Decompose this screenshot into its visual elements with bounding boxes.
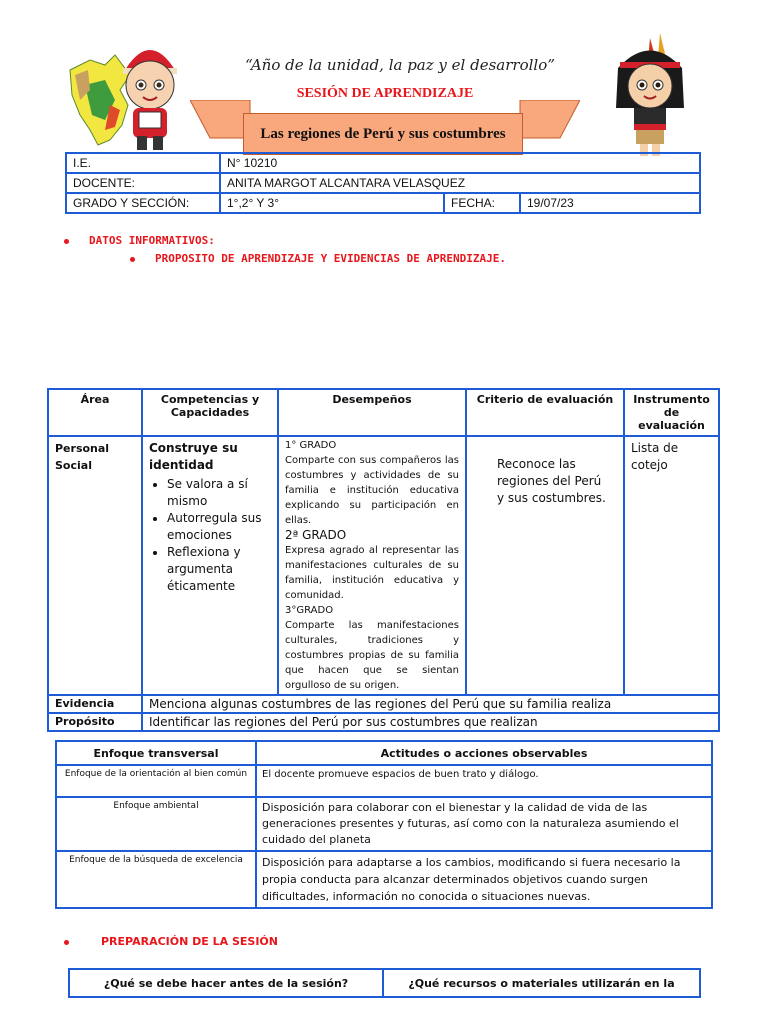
accion-cell: Disposición para adaptarse a los cambios, modificando si fuera necesario la propia conducta para alcanzar determinados objetivos cuando surgen dificultades, información no conocida o situaciones nuevas. xyxy=(256,851,712,908)
antes-header: ¿Qué se debe hacer antes de la sesión? xyxy=(69,969,383,997)
instrumento-cell xyxy=(624,436,719,695)
session-title-banner: Las regiones de Perú y sus costumbres xyxy=(243,113,523,155)
recursos-header: ¿Qué recursos o materiales utilizarán en la xyxy=(383,969,700,997)
docente-value: ANITA MARGOT ALCANTARA VELASQUEZ xyxy=(220,173,700,193)
ie-label: I.E. xyxy=(66,153,220,173)
bullet-dot xyxy=(130,257,135,262)
grado-value: 1°,2° Y 3° xyxy=(220,193,444,213)
proposito-heading xyxy=(130,252,506,265)
evidencia-label: Evidencia xyxy=(48,695,142,713)
proposito-value: Identificar las regiones del Perú por sus costumbres que realizan xyxy=(142,713,719,731)
header-criterio: Criterio de evaluación xyxy=(466,389,624,436)
preparation-table xyxy=(68,968,701,998)
amazon-girl-illustration xyxy=(600,28,700,158)
grado1-text: Comparte con sus compañeros las costumbres y actividades de su familia e institución educativa explicando su participación en ellas. xyxy=(285,455,459,526)
area-cell: Personal Social xyxy=(48,436,142,695)
enfoque-cell: Enfoque ambiental xyxy=(56,797,256,851)
enfoques-table xyxy=(55,740,713,909)
header-competencias: Competencias y Capacidades xyxy=(142,389,278,436)
accion-cell: El docente promueve espacios de buen trato y diálogo. xyxy=(256,765,712,797)
proposito-label: Propósito xyxy=(48,713,142,731)
header-instrumento: Instrumento de evaluación xyxy=(624,389,719,436)
list-item: • Reflexiona y argumenta éticamente xyxy=(167,544,271,595)
accion-cell: Disposición para colaborar con el bienestar y la calidad de vida de las generaciones presentes y futuras, así como con la naturaleza asumiendo el cuidado del planeta xyxy=(256,797,712,851)
learning-table xyxy=(47,388,720,732)
competencias-cell xyxy=(142,436,278,695)
header-area: Área xyxy=(48,389,142,436)
grado-label: GRADO Y SECCIÓN: xyxy=(66,193,220,213)
datos-heading xyxy=(64,234,215,247)
capacidades-list xyxy=(149,476,271,595)
acciones-header: Actitudes o acciones observables xyxy=(256,741,712,765)
criterio-text: Reconoce las regiones del Perú y sus costumbres. xyxy=(497,457,606,505)
instrumento-text: Lista de cotejo xyxy=(631,441,679,472)
grado3-label: 3°GRADO xyxy=(285,605,334,616)
header-desempenos: Desempeños xyxy=(278,389,466,436)
bullet-dot xyxy=(64,940,69,945)
grado3-text: Comparte las manifestaciones culturales, tradiciones y costumbres propias de su familia que hacen que se sientan orgulloso de su origen. xyxy=(285,620,459,691)
preparacion-text: PREPARACIÓN DE LA SESIÓN xyxy=(101,935,278,948)
session-label: SESIÓN DE APRENDIZAJE xyxy=(296,86,474,101)
ie-value: N° 10210 xyxy=(220,153,700,173)
datos-text: DATOS INFORMATIVOS: xyxy=(89,234,215,247)
criterio-cell xyxy=(466,436,624,695)
list-item: • Se valora a sí mismo xyxy=(167,476,271,510)
grado1-label: 1° GRADO xyxy=(285,440,337,451)
enfoque-cell: Enfoque de la orientación al bien común xyxy=(56,765,256,797)
info-table xyxy=(65,152,701,214)
year-motto: “Año de la unidad, la paz y el desarrollo” xyxy=(245,56,555,74)
enfoque-header: Enfoque transversal xyxy=(56,741,256,765)
grado2-text: Expresa agrado al representar las manifestaciones culturales de su familia, institución educativa y comunidad. xyxy=(285,545,459,601)
evidencia-value: Menciona algunas costumbres de las regiones del Perú que su familia realiza xyxy=(142,695,719,713)
proposito-text: PROPOSITO DE APRENDIZAJE Y EVIDENCIAS DE APRENDIZAJE. xyxy=(155,252,506,265)
docente-label: DOCENTE: xyxy=(66,173,220,193)
fecha-value: 19/07/23 xyxy=(520,193,700,213)
andean-boy-illustration xyxy=(105,30,195,155)
preparacion-heading xyxy=(64,935,278,948)
desempenos-cell xyxy=(278,436,466,695)
grado2-label: 2ª GRADO xyxy=(285,528,347,542)
fecha-label: FECHA: xyxy=(444,193,520,213)
enfoque-cell: Enfoque de la búsqueda de excelencia xyxy=(56,851,256,908)
bullet-dot xyxy=(64,239,69,244)
competencia-title: Construye su identidad xyxy=(149,441,238,472)
list-item: • Autorregula sus emociones xyxy=(167,510,271,544)
